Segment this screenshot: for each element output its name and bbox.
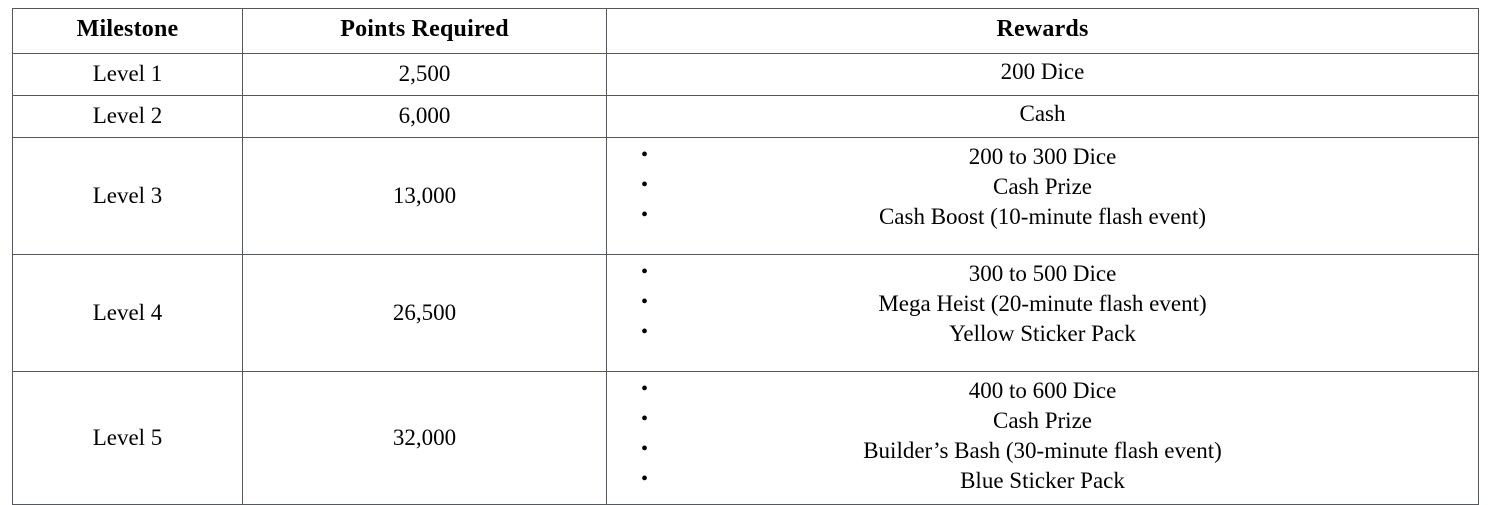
column-header-milestone: Milestone bbox=[13, 9, 243, 54]
cell-milestone bbox=[13, 96, 243, 138]
reward-text: Cash Boost (10-minute flash event) bbox=[878, 204, 1207, 230]
milestone-rewards-table bbox=[12, 8, 1479, 505]
rewards-list bbox=[613, 58, 1472, 86]
bullet-icon: • bbox=[641, 321, 649, 344]
rewards-wrapper bbox=[613, 257, 1472, 369]
rewards-wrapper bbox=[613, 140, 1472, 252]
bullet-icon: • bbox=[641, 378, 649, 400]
cell-milestone bbox=[13, 138, 243, 255]
points-value: 13,000 bbox=[392, 182, 457, 208]
milestone-label: Level 1 bbox=[92, 61, 163, 87]
bullet-icon: • bbox=[641, 291, 649, 314]
points-value: 2,500 bbox=[398, 61, 451, 87]
reward-item bbox=[613, 259, 1472, 289]
reward-item bbox=[613, 319, 1472, 349]
reward-item bbox=[613, 376, 1472, 406]
points-value: 6,000 bbox=[398, 103, 451, 129]
cell-rewards bbox=[607, 54, 1479, 96]
rewards-list bbox=[613, 376, 1472, 496]
points-value: 32,000 bbox=[392, 425, 457, 451]
bullet-icon: • bbox=[641, 408, 649, 431]
column-header-points-required: Points Required bbox=[243, 9, 607, 54]
table-row bbox=[13, 372, 1479, 505]
reward-item bbox=[613, 172, 1472, 202]
rewards-wrapper bbox=[613, 374, 1472, 502]
cell-rewards bbox=[607, 372, 1479, 505]
rewards-wrapper bbox=[613, 98, 1472, 135]
cell-milestone bbox=[13, 54, 243, 96]
rewards-wrapper bbox=[613, 56, 1472, 93]
bullet-icon: • bbox=[641, 261, 649, 283]
table-row bbox=[13, 96, 1479, 138]
bullet-icon: • bbox=[641, 174, 649, 197]
cell-milestone bbox=[13, 255, 243, 372]
column-header-rewards: Rewards bbox=[607, 9, 1479, 54]
table-row bbox=[13, 255, 1479, 372]
cell-rewards bbox=[607, 255, 1479, 372]
reward-text: Cash Prize bbox=[992, 408, 1092, 434]
cell-points bbox=[243, 96, 607, 138]
milestone-label: Level 3 bbox=[92, 182, 163, 208]
cell-points bbox=[243, 255, 607, 372]
bullet-icon: • bbox=[641, 468, 649, 491]
reward-item bbox=[613, 142, 1472, 172]
reward-text: Mega Heist (20-minute flash event) bbox=[878, 291, 1207, 317]
reward-item bbox=[613, 289, 1472, 319]
header-row bbox=[13, 9, 1479, 54]
reward-item bbox=[613, 202, 1472, 232]
reward-text: Yellow Sticker Pack bbox=[949, 321, 1136, 347]
reward-text: 200 to 300 Dice bbox=[968, 144, 1117, 169]
table-header bbox=[13, 9, 1479, 54]
bullet-icon: • bbox=[641, 144, 649, 166]
table-row bbox=[13, 138, 1479, 255]
bullet-icon: • bbox=[641, 438, 649, 461]
milestone-label: Level 5 bbox=[92, 425, 163, 451]
cell-milestone bbox=[13, 372, 243, 505]
points-value: 26,500 bbox=[392, 299, 457, 325]
rewards-list bbox=[613, 100, 1472, 128]
cell-rewards bbox=[607, 138, 1479, 255]
reward-item: Cash bbox=[1019, 101, 1066, 126]
reward-text: Cash Prize bbox=[992, 174, 1092, 200]
reward-text: 300 to 500 Dice bbox=[968, 261, 1117, 286]
reward-text: Blue Sticker Pack bbox=[960, 468, 1125, 494]
cell-points bbox=[243, 372, 607, 505]
table-body bbox=[13, 54, 1479, 505]
reward-item bbox=[613, 406, 1472, 436]
table-row bbox=[13, 54, 1479, 96]
reward-text: Builder’s Bash (30-minute flash event) bbox=[863, 438, 1222, 464]
cell-rewards bbox=[607, 96, 1479, 138]
reward-item: 200 Dice bbox=[1000, 59, 1085, 84]
milestone-label: Level 2 bbox=[92, 103, 163, 129]
bullet-icon: • bbox=[641, 204, 649, 227]
milestone-label: Level 4 bbox=[92, 299, 163, 325]
reward-item bbox=[613, 436, 1472, 466]
cell-points bbox=[243, 54, 607, 96]
cell-points bbox=[243, 138, 607, 255]
reward-item bbox=[613, 466, 1472, 496]
reward-text: 400 to 600 Dice bbox=[968, 378, 1117, 403]
rewards-list bbox=[613, 259, 1472, 349]
rewards-list bbox=[613, 142, 1472, 232]
